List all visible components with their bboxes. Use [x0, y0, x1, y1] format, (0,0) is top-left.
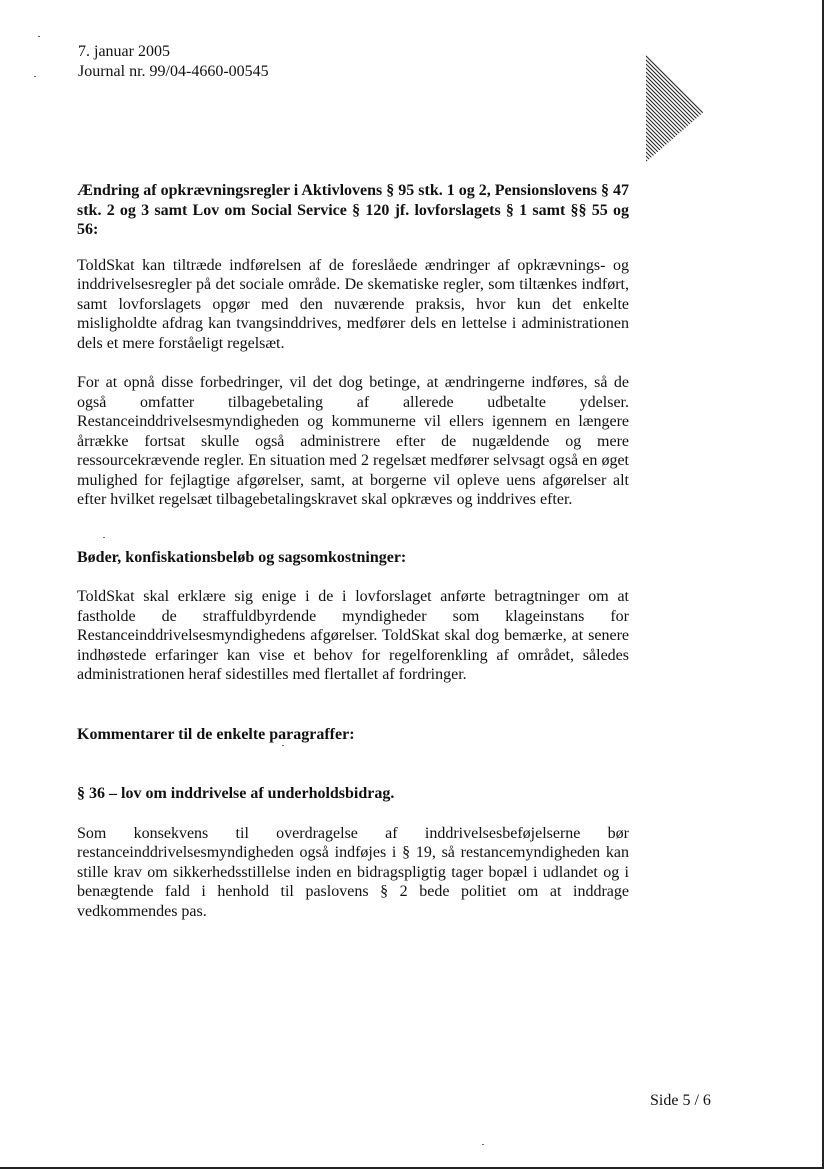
diagonal-stripes-logo-icon [640, 40, 720, 165]
journal-number: Journal nr. 99/04-4660-00545 [78, 63, 269, 80]
section-heading-opkraevningsregler: Ændring af opkrævningsregler i Aktivlovens § 95 stk. 1 og 2, Pensionslovens § 47 stk. 2 og 3 samt Lov om Social Service § 120 jf. lovforslagets § 1 samt §§ 55 og 56: [77, 182, 629, 238]
document-date: 7. januar 2005 [78, 43, 170, 60]
section-heading-kommentarer: Kommentarer til de enkelte paragraffer: [77, 725, 355, 743]
paragraph: Som konsekvens til overdragelse af inddrivelsesbeføjelserne bør restanceinddrivelsesmyndigheden også indføjes i § 19, så restancemyndigheden kan stille krav om sikkerhedsstillelse inden en bidragspligtig tager bopæl i udlandet og i benægtende fald i henhold til paslovens § 2 bede politiet om at inddrage vedkommendes pas. [77, 824, 629, 920]
document-body [77, 181, 629, 921]
section-heading-paragraf-36: § 36 – lov om inddrivelse af underholdsbidrag. [77, 785, 395, 802]
paragraph: ToldSkat skal erklære sig enige i de i lovforslaget anførte betragtninger om at fastholde de straffuldbyrdende myndigheder som klageinstans for Restanceinddrivelsesmyndighedens afgørelser. ToldSkat skal dog bemærke, at senere indhøstede erfaringer kan vise et behov for regelforenkling af området, således administrationen heraf sidestilles med flertallet af fordringer. [77, 588, 629, 683]
scan-speck [34, 76, 36, 77]
document-header [78, 42, 269, 82]
scan-speck [482, 1144, 484, 1145]
paragraph: For at opnå disse forbedringer, vil det dog betinge, at ændringerne indføres, så de også omfatter tilbagebetaling af allerede udbetalte ydelser. Restanceinddrivelsesmyndigheden og kommunerne vil ellers igennem en længere årrække fortsat skulle også administrere efter de nugældende og mere ressourcekrævende regler. En situation med 2 regelsæt medfører selvsagt også en øget mulighed for fejlagtige afgørelser, samt, at borgerne vil opleve uens afgørelser alt efter hvilket regelsæt tilbagebetalingskravet skal opkræves og inddrives efter. [77, 374, 629, 508]
page-number: Side 5 / 6 [650, 1092, 711, 1109]
scan-speck [38, 36, 40, 37]
scan-speck [282, 745, 284, 746]
scan-speck [103, 537, 105, 538]
section-heading-boeder: Bøder, konfiskationsbeløb og sagsomkostninger: [77, 548, 407, 566]
paragraph: ToldSkat kan tiltræde indførelsen af de foreslåede ændringer af opkrævnings- og inddrivelsesregler på det sociale område. De skematiske regler, som tiltænkes indført, samt lovforslagets opgør med den nuværende praksis, hvor kun det enkelte misligholdte afdrag kan tvangsinddrives, medfører dels en lettelse i administrationen dels et mere forståeligt regelsæt. [77, 256, 629, 352]
